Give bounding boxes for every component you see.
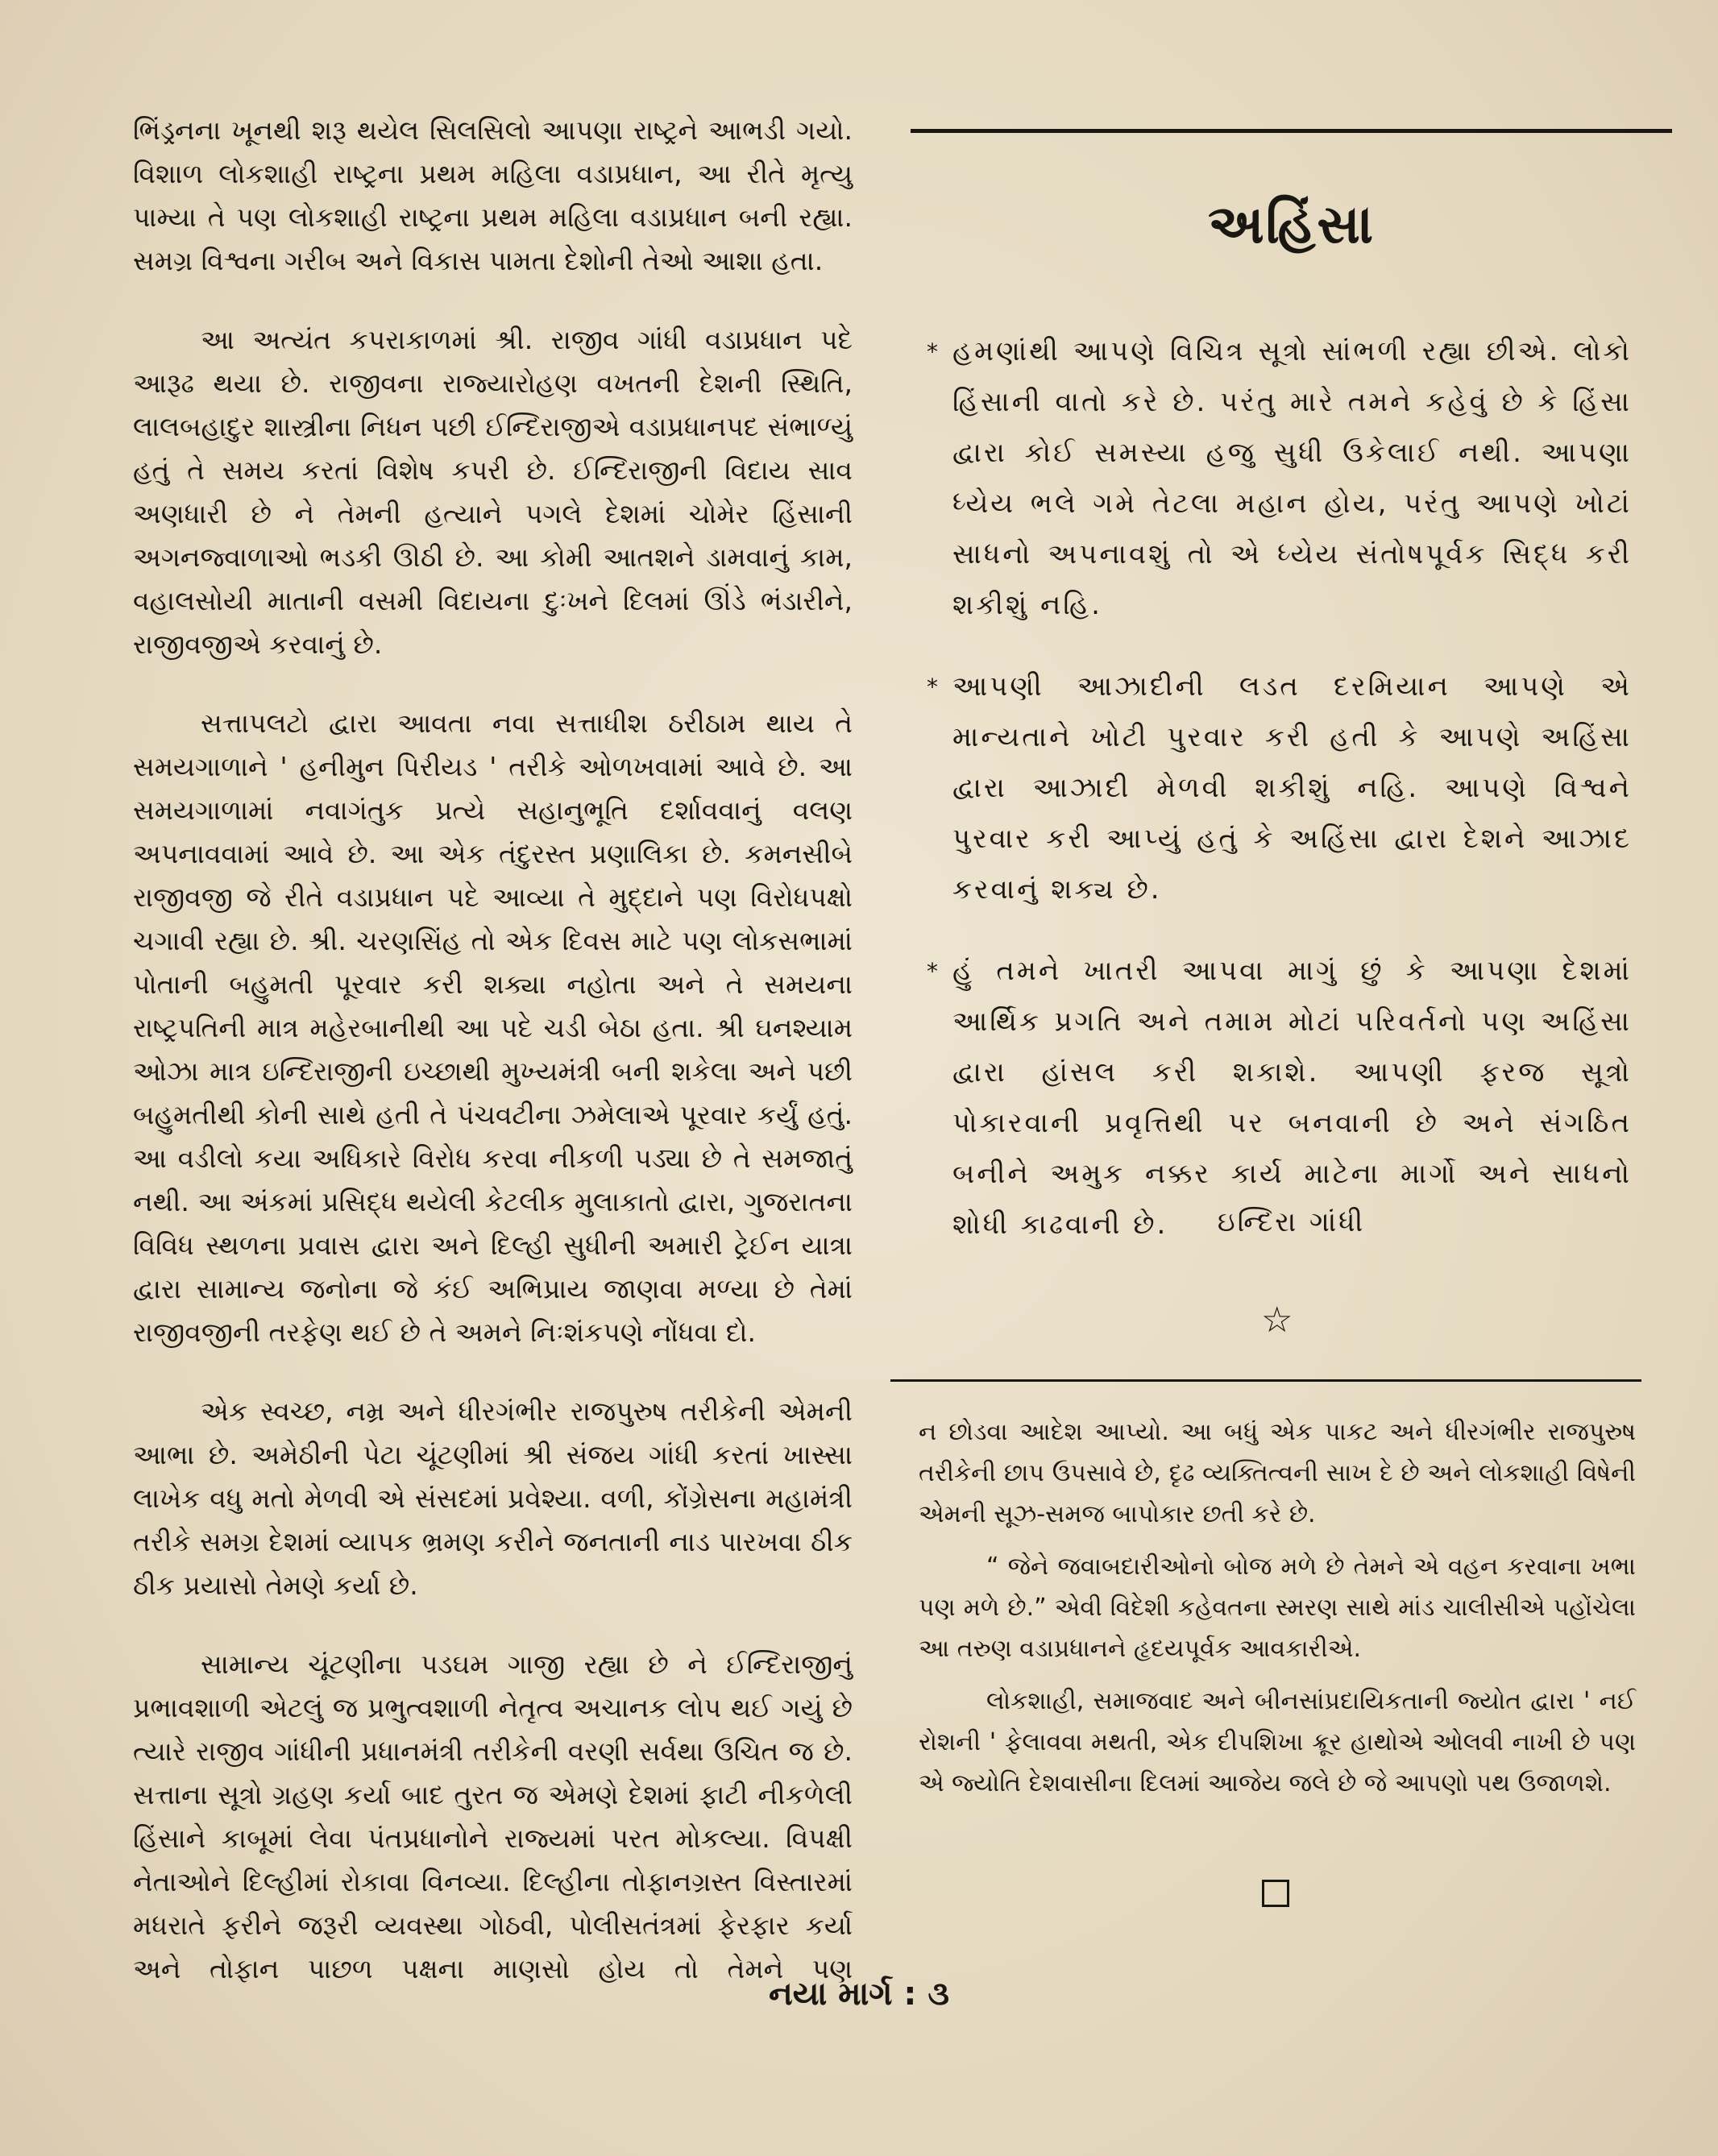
asterisk-icon: * [927,674,940,700]
left-paragraph-3: સત્તાપલટો દ્વારા આવતા નવા સત્તાધીશ ઠરીઠામ થાય તે સમયગાળાને ' હનીમુન પિરીયડ ' તરીકે ઓળખવામાં આવે છે. આ સમયગાળામાં નવાગંતુક પ્રત્યે સહાનુભૂતિ દર્શાવવાનું વલણ અપનાવવામાં આવે છે. આ એક તંદુરસ્ત પ્રણાલિકા છે. કમનસીબે રાજીવજી જે રીતે વડાપ્રધાન પદે આવ્યા તે મુદ્દાને પણ વિરોધપક્ષો ચગાવી રહ્યા છે. શ્રી. ચરણસિંહ તો એક દિવસ માટે પણ લોકસભામાં પોતાની બહુમતી પૂરવાર કરી શક્યા નહોતા અને તે સમયના રાષ્ટ્રપતિની માત્ર મહેરબાનીથી આ પદે ચડી બેઠા હતા. શ્રી ઘનશ્યામ ઓઝા માત્ર ઇન્દિરાજીની ઇચ્છાથી મુખ્યમંત્રી બની શકેલા અને પછી બહુમતીથી કોની સાથે હતી તે પંચવટીના ઝમેલાએ પૂરવાર કર્યું હતું. આ વડીલો કયા અધિકારે વિરોધ કરવા નીકળી પડ્યા છે તે સમજાતું નથી. આ અંકમાં પ્રસિદ્ધ થયેલી કેટલીક મુલાકાતો દ્વારા, ગુજરાતના વિવિધ સ્થળના પ્રવાસ દ્વારા અને દિલ્હી સુધીની અમારી ટ્રેઈન યાત્રા દ્વારા સામાન્ય જનોના જે કંઈ અભિપ્રાય જાણવા મળ્યા છે તેમાં રાજીવજીની તરફેણ થઈ છે તે અમને નિઃશંકપણે નોંધવા દો. [133,707,853,1348]
quote-text: હું તમને ખાતરી આપવા માગું છું કે આપણા દેશમાં આર્થિક પ્રગતિ અને તમામ મોટાં પરિવર્તનો પણ અહિંસા દ્વારા હાંસલ કરી શકાશે. આપણી ફરજ સૂત્રો પોકારવાની પ્રવૃત્તિથી પર બનવાની છે અને સંગઠિત બનીને અમુક નક્કર કાર્ય માટેના માર્ગો અને સાધનો શોધી કાઢવાની છે. [952,955,1632,1241]
quote-list [927,326,1632,1281]
left-paragraph-4: એક સ્વચ્છ, નમ્ર અને ધીરગંભીર રાજપુરુષ તરીકેની એમની આભા છે. અમેઠીની પેટા ચૂંટણીમાં શ્રી સંજય ગાંધી કરતાં ખાસ્સા લાખેક વધુ મતો મેળવી એ સંસદમાં પ્રવેશ્યા. વળી, કોંગ્રેસના મહામંત્રી તરીકે સમગ્ર દેશમાં વ્યાપક ભ્રમણ કરીને જનતાની નાડ પારખવા ઠીક ઠીક પ્રયાસો તેમણે કર્યા છે. [133,1395,853,1601]
quote-text: આપણી આઝાદીની લડત દરમિયાન આપણે એ માન્યતાને ખોટી પુરવાર કરી હતી કે આપણે અહિંસા દ્વારા આઝાદી મેળવી શકીશું નહિ. આપણે વિશ્વને પુરવાર કરી આપ્યું હતું કે અહિંસા દ્વારા દેશને આઝાદ કરવાનું શક્ય છે. [952,670,1632,906]
box-bottom-rule [890,1379,1641,1382]
quote-text: હમણાંથી આપણે વિચિત્ર સૂત્રો સાંભળી રહ્યા છીએ. લોકો હિંસાની વાતો કરે છે. પરંતુ મારે તમને કહેવું છે કે હિંસા દ્વારા કોઈ સમસ્યા હજુ સુધી ઉકેલાઈ નથી. આપણા ધ્યેય ભલે ગમે તેટલા મહાન હોય, પરંતુ આપણે ખોટાં સાધનો અપનાવશું તો એ ધ્યેય સંતોષપૂર્વક સિદ્ધ કરી શકીશું નહિ. [952,335,1632,621]
left-paragraph-1: ભિંડ્રનના ખૂનથી શરૂ થયેલ સિલસિલો આપણા રાષ્ટ્રને આભડી ગયો. વિશાળ લોકશાહી રાષ્ટ્રના પ્રથમ મહિલા વડાપ્રધાન, આ રીતે મૃત્યુ પામ્યા તે પણ લોકશાહી રાષ્ટ્રના પ્રથમ મહિલા વડાપ્રધાન બની રહ્યા. સમગ્ર વિશ્વના ગરીબ અને વિકાસ પામતા દેશોની તેઓ આશા હતા. [133,114,853,276]
square-end-icon [1262,1880,1289,1907]
page-footer: નયા માર્ગ : ૩ [768,1976,949,2013]
right-bottom-column [919,1412,1636,1815]
right-paragraph-3: લોકશાહી, સમાજવાદ અને બીનસાંપ્રદાયિકતાની જ્યોત દ્વારા ' નઈ રોશની ' ફેલાવવા મથતી, એક દીપશિખા ક્રૂર હાથોએ ઓલવી નાખી છે પણ એ જ્યોતિ દેશવાસીના દિલમાં આજેય જલે છે જે આપણો પથ ઉજાળશે. [919,1687,1636,1797]
asterisk-icon: * [927,338,940,365]
box-top-rule [911,129,1672,133]
quote-item [927,326,1632,631]
quote-signature: ઇન્દિરા ગાંધી [1217,1206,1366,1238]
right-paragraph-2: “ જેને જવાબદારીઓનો બોજ મળે છે તેમને એ વહન કરવાના ખભા પણ મળે છે.” એવી વિદેશી કહેવતના સ્મરણ સાથે માંડ ચાલીસીએ પહોંચેલા આ તરુણ વડાપ્રધાનને હૃદયપૂર્વક આવકારીએ. [919,1553,1636,1663]
right-paragraph-1: ન છોડવા આદેશ આપ્યો. આ બધું એક પાકટ અને ધીરગંભીર રાજપુરુષ તરીકેની છાપ ઉપસાવે છે, દૃઢ વ્યક્તિત્વની સાખ દે છે અને લોકશાહી વિષેની એમની સૂઝ-સમજ બાપોકાર છતી કરે છે. [919,1418,1636,1528]
left-column [133,109,853,2026]
asterisk-icon: * [927,958,940,985]
quote-item [927,946,1632,1250]
box-title: અહિંસા [1207,193,1376,255]
left-paragraph-5: સામાન્ય ચૂંટણીના પડઘમ ગાજી રહ્યા છે ને ઈન્દિરાજીનું પ્રભાવશાળી એટલું જ પ્રભુત્વશાળી નેતૃત્વ અચાનક લોપ થઈ ગયું છે ત્યારે રાજીવ ગાંધીની પ્રધાનમંત્રી તરીકેની વરણી સર્વથા ઉચિત જ છે. સત્તાના સૂત્રો ગ્રહણ કર્યા બાદ તુરત જ એમણે દેશમાં ફાટી નીકળેલી હિંસાને કાબૂમાં લેવા પંતપ્રધાનોને રાજ્યમાં પરત મોકલ્યા. વિપક્ષી નેતાઓને દિલ્હીમાં રોકાવા વિનવ્યા. દિલ્હીના તોફાનગ્રસ્ત વિસ્તારમાં મધરાતે ફરીને જરૂરી વ્યવસ્થા ગોઠવી, પોલીસતંત્રમાં ફેરફાર કર્યા અને તોફાન પાછળ પક્ષના માણસો હોય તો તેમને પણ [133,1648,853,1984]
star-icon: ☆ [1261,1300,1293,1341]
left-paragraph-2: આ અત્યંત કપરાકાળમાં શ્રી. રાજીવ ગાંધી વડાપ્રધાન પદે આરૂઢ થયા છે. રાજીવના રાજ્યારોહણ વખતની દેશની સ્થિતિ, લાલબહાદુર શાસ્ત્રીના નિધન પછી ઈન્દિરાજીએ વડાપ્રધાનપદ સંભાળ્યું હતું તે સમય કરતાં વિશેષ કપરી છે. ઈન્દિરાજીની વિદાય સાવ અણધારી છે ને તેમની હત્યાને પગલે દેશમાં ચોમેર હિંસાની અગનજ્વાળાઓ ભડકી ઊઠી છે. આ કોમી આતશને ડામવાનું કામ, વહાલસોયી માતાની વસમી વિદાયના દુઃખને દિલમાં ઊંડે ભંડારીને, રાજીવજીએ કરવાનું છે. [133,324,853,660]
quote-item [927,661,1632,915]
